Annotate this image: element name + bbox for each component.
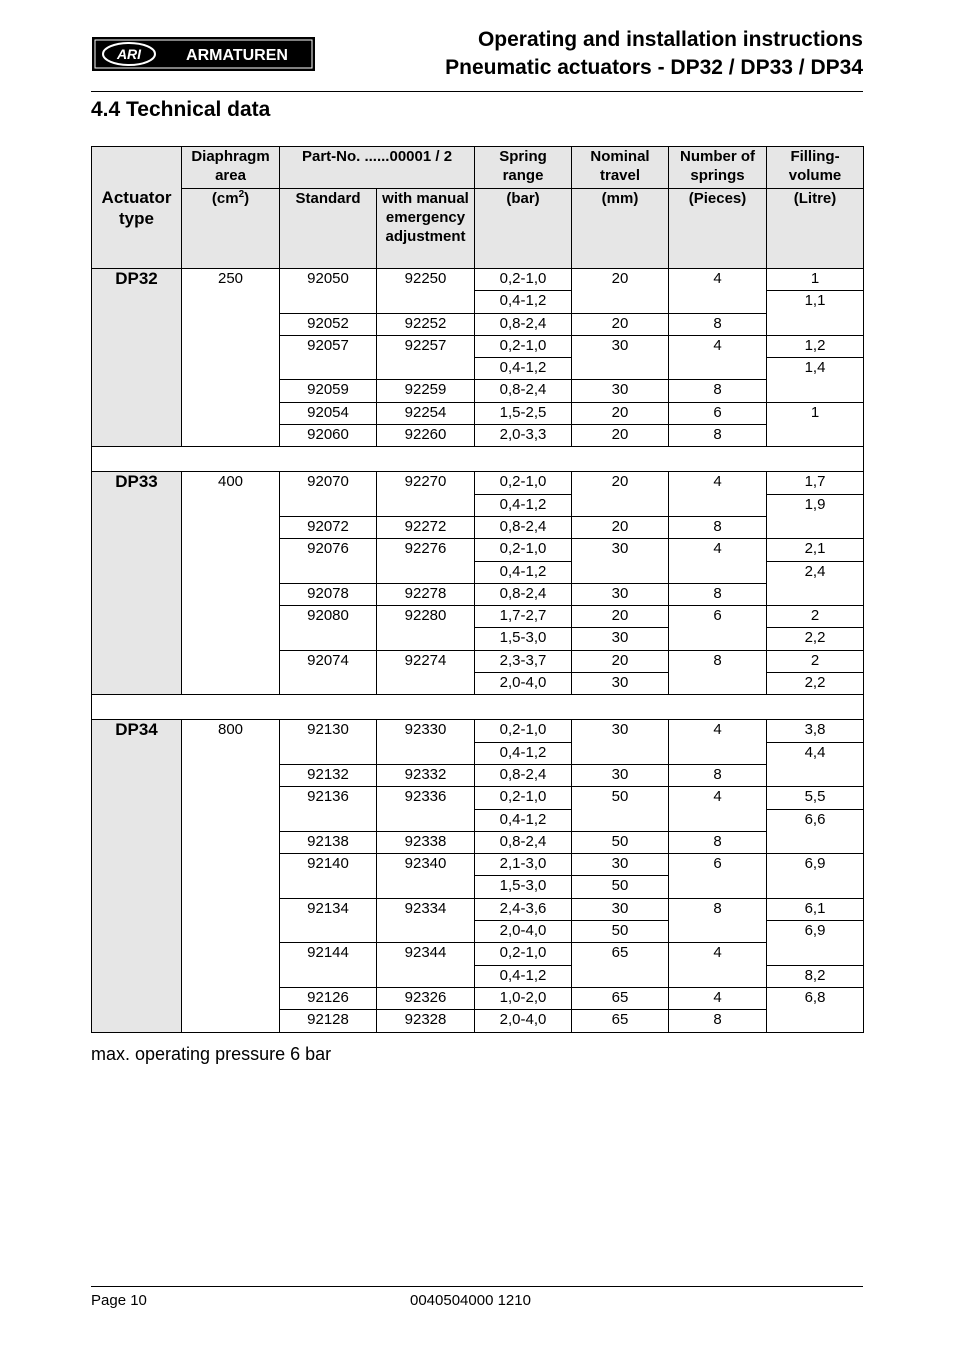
part-no-standard: 92128 <box>280 1010 377 1032</box>
spring-range: 0,2-1,0 <box>475 472 572 494</box>
part-no-manual: 92328 <box>377 1010 475 1032</box>
part-no-standard: 92134 <box>280 898 377 943</box>
filling-volume: 2 <box>767 606 864 628</box>
number-of-springs: 8 <box>669 313 767 335</box>
svg-text:ARI: ARI <box>116 46 142 62</box>
footer-divider <box>91 1286 863 1287</box>
filling-volume: 2,4 <box>767 561 864 606</box>
number-of-springs: 8 <box>669 425 767 447</box>
spring-range: 0,2-1,0 <box>475 335 572 357</box>
filling-volume: 1,7 <box>767 472 864 494</box>
diaphragm-area-cell: 800 <box>182 720 280 1032</box>
part-no-manual: 92330 <box>377 720 475 765</box>
part-no-manual: 92254 <box>377 402 475 424</box>
nominal-travel: 20 <box>572 313 669 335</box>
part-no-standard: 92076 <box>280 539 377 584</box>
spring-range: 0,4-1,2 <box>475 965 572 987</box>
spring-range: 1,7-2,7 <box>475 606 572 628</box>
svg-text:ARMATUREN: ARMATUREN <box>186 47 288 64</box>
filling-volume: 5,5 <box>767 787 864 809</box>
spring-range: 2,0-3,3 <box>475 425 572 447</box>
number-of-springs: 4 <box>669 787 767 832</box>
part-no-manual: 92270 <box>377 472 475 517</box>
group-separator <box>92 695 864 720</box>
actuator-type-cell: DP33 <box>92 472 182 695</box>
title-line-2: Pneumatic actuators - DP32 / DP33 / DP34 <box>445 56 863 79</box>
part-no-manual: 92260 <box>377 425 475 447</box>
filling-volume: 2 <box>767 650 864 672</box>
header-spring-unit: (bar) <box>475 189 572 269</box>
filling-volume: 1 <box>767 269 864 291</box>
number-of-springs: 4 <box>669 987 767 1009</box>
filling-volume: 2,2 <box>767 628 864 650</box>
table-row <box>92 472 864 494</box>
part-no-manual: 92338 <box>377 831 475 853</box>
spring-range: 2,4-3,6 <box>475 898 572 920</box>
filling-volume: 1,4 <box>767 358 864 403</box>
part-no-standard: 92132 <box>280 764 377 786</box>
part-no-standard: 92136 <box>280 787 377 832</box>
part-no-standard: 92078 <box>280 583 377 605</box>
part-no-manual: 92334 <box>377 898 475 943</box>
header-diaphragm-area: Diaphragm area <box>182 147 280 189</box>
nominal-travel: 30 <box>572 628 669 650</box>
filling-volume: 8,2 <box>767 965 864 987</box>
spring-range: 0,8-2,4 <box>475 831 572 853</box>
number-of-springs: 8 <box>669 831 767 853</box>
spring-range: 0,8-2,4 <box>475 583 572 605</box>
part-no-standard: 92140 <box>280 854 377 899</box>
spring-range: 1,5-3,0 <box>475 876 572 898</box>
group-separator <box>92 447 864 472</box>
part-no-manual: 92250 <box>377 269 475 314</box>
header-row-1 <box>92 147 864 189</box>
filling-volume: 3,8 <box>767 720 864 742</box>
nominal-travel: 20 <box>572 472 669 517</box>
part-no-standard: 92059 <box>280 380 377 402</box>
spring-range: 0,8-2,4 <box>475 380 572 402</box>
part-no-standard: 92130 <box>280 720 377 765</box>
part-no-manual: 92259 <box>377 380 475 402</box>
diaphragm-area-cell: 250 <box>182 269 280 447</box>
nominal-travel: 50 <box>572 876 669 898</box>
number-of-springs: 4 <box>669 539 767 584</box>
nominal-travel: 50 <box>572 787 669 832</box>
nominal-travel: 30 <box>572 673 669 695</box>
number-of-springs: 6 <box>669 854 767 899</box>
part-no-standard: 92057 <box>280 335 377 380</box>
header-standard: Standard <box>280 189 377 269</box>
nominal-travel: 20 <box>572 425 669 447</box>
filling-volume: 1,9 <box>767 494 864 539</box>
nominal-travel: 65 <box>572 1010 669 1032</box>
spring-range: 1,0-2,0 <box>475 987 572 1009</box>
filling-volume: 1,2 <box>767 335 864 357</box>
spring-range: 0,4-1,2 <box>475 358 572 380</box>
part-no-manual: 92257 <box>377 335 475 380</box>
spring-range: 0,4-1,2 <box>475 809 572 831</box>
header-number-of-springs: Number of springs <box>669 147 767 189</box>
filling-volume: 1 <box>767 402 864 447</box>
spring-range: 1,5-2,5 <box>475 402 572 424</box>
nominal-travel: 30 <box>572 898 669 920</box>
number-of-springs: 6 <box>669 606 767 651</box>
number-of-springs: 4 <box>669 720 767 765</box>
part-no-standard: 92070 <box>280 472 377 517</box>
number-of-springs: 8 <box>669 1010 767 1032</box>
header-spring-range: Spring range <box>475 147 572 189</box>
section-title: 4.4 Technical data <box>91 98 271 121</box>
nominal-travel: 30 <box>572 539 669 584</box>
nominal-travel: 20 <box>572 269 669 314</box>
number-of-springs: 4 <box>669 943 767 988</box>
spring-range: 0,8-2,4 <box>475 764 572 786</box>
nominal-travel: 20 <box>572 606 669 628</box>
spring-range: 2,1-3,0 <box>475 854 572 876</box>
header-nominal-travel: Nominal travel <box>572 147 669 189</box>
actuator-type-cell: DP32 <box>92 269 182 447</box>
nominal-travel: 30 <box>572 335 669 380</box>
filling-volume: 2,1 <box>767 539 864 561</box>
number-of-springs: 8 <box>669 583 767 605</box>
nominal-travel: 30 <box>572 583 669 605</box>
part-no-standard: 92050 <box>280 269 377 314</box>
part-no-manual: 92332 <box>377 764 475 786</box>
nominal-travel: 50 <box>572 831 669 853</box>
nominal-travel: 30 <box>572 854 669 876</box>
header-row-2 <box>92 189 864 269</box>
number-of-springs: 8 <box>669 764 767 786</box>
header-actuator-type: Actuator type <box>92 147 182 269</box>
spring-range: 2,0-4,0 <box>475 921 572 943</box>
part-no-manual: 92274 <box>377 650 475 695</box>
nominal-travel: 65 <box>572 943 669 988</box>
spring-range: 0,4-1,2 <box>475 561 572 583</box>
spring-range: 0,4-1,2 <box>475 291 572 313</box>
header-springs-unit: (Pieces) <box>669 189 767 269</box>
filling-volume: 6,1 <box>767 898 864 920</box>
part-no-standard: 92074 <box>280 650 377 695</box>
spring-range: 2,0-4,0 <box>475 1010 572 1032</box>
spring-range: 0,4-1,2 <box>475 494 572 516</box>
number-of-springs: 8 <box>669 898 767 943</box>
spring-range: 0,2-1,0 <box>475 539 572 561</box>
nominal-travel: 30 <box>572 720 669 765</box>
filling-volume: 1,1 <box>767 291 864 336</box>
spring-range: 2,3-3,7 <box>475 650 572 672</box>
part-no-manual: 92252 <box>377 313 475 335</box>
part-no-manual: 92276 <box>377 539 475 584</box>
part-no-standard: 92060 <box>280 425 377 447</box>
filling-volume: 4,4 <box>767 742 864 787</box>
table-row <box>92 720 864 742</box>
ari-armaturen-logo <box>91 36 316 72</box>
nominal-travel: 20 <box>572 650 669 672</box>
header-filling-unit: (Litre) <box>767 189 864 269</box>
number-of-springs: 4 <box>669 335 767 380</box>
number-of-springs: 4 <box>669 269 767 314</box>
page-number: Page 10 <box>91 1292 147 1309</box>
title-line-1: Operating and installation instructions <box>477 28 863 51</box>
part-no-standard: 92126 <box>280 987 377 1009</box>
spring-range: 1,5-3,0 <box>475 628 572 650</box>
filling-volume: 6,9 <box>767 921 864 966</box>
number-of-springs: 8 <box>669 650 767 695</box>
spring-range: 0,2-1,0 <box>475 943 572 965</box>
filling-volume: 6,8 <box>767 987 864 1032</box>
part-no-manual: 92278 <box>377 583 475 605</box>
spring-range: 0,2-1,0 <box>475 720 572 742</box>
header-manual-emergency: with manual emergency adjustment <box>377 189 475 269</box>
part-no-manual: 92336 <box>377 787 475 832</box>
part-no-standard: 92072 <box>280 516 377 538</box>
number-of-springs: 8 <box>669 516 767 538</box>
number-of-springs: 6 <box>669 402 767 424</box>
diaphragm-area-cell: 400 <box>182 472 280 695</box>
part-no-manual: 92280 <box>377 606 475 651</box>
number-of-springs: 4 <box>669 472 767 517</box>
nominal-travel: 30 <box>572 764 669 786</box>
header-divider <box>91 91 863 92</box>
header-part-no: Part-No. ......00001 / 2 <box>280 147 475 189</box>
spring-range: 0,8-2,4 <box>475 516 572 538</box>
header-filling-volume: Filling-volume <box>767 147 864 189</box>
part-no-standard: 92052 <box>280 313 377 335</box>
part-no-standard: 92080 <box>280 606 377 651</box>
part-no-standard: 92138 <box>280 831 377 853</box>
actuator-type-cell: DP34 <box>92 720 182 1032</box>
nominal-travel: 20 <box>572 516 669 538</box>
table-row <box>92 269 864 291</box>
spring-range: 0,2-1,0 <box>475 787 572 809</box>
pressure-note: max. operating pressure 6 bar <box>91 1044 332 1064</box>
filling-volume: 6,9 <box>767 854 864 899</box>
spring-range: 0,4-1,2 <box>475 742 572 764</box>
header-travel-unit: (mm) <box>572 189 669 269</box>
part-no-manual: 92340 <box>377 854 475 899</box>
technical-data-table <box>91 146 864 1033</box>
spring-range: 0,2-1,0 <box>475 269 572 291</box>
document-title <box>445 26 863 82</box>
nominal-travel: 65 <box>572 987 669 1009</box>
part-no-manual: 92344 <box>377 943 475 988</box>
part-no-standard: 92144 <box>280 943 377 988</box>
filling-volume: 6,6 <box>767 809 864 854</box>
document-number: 0040504000 1210 <box>410 1292 531 1309</box>
spring-range: 0,8-2,4 <box>475 313 572 335</box>
nominal-travel: 20 <box>572 402 669 424</box>
filling-volume: 2,2 <box>767 673 864 695</box>
part-no-standard: 92054 <box>280 402 377 424</box>
part-no-manual: 92326 <box>377 987 475 1009</box>
number-of-springs: 8 <box>669 380 767 402</box>
nominal-travel: 30 <box>572 380 669 402</box>
nominal-travel: 50 <box>572 921 669 943</box>
part-no-manual: 92272 <box>377 516 475 538</box>
spring-range: 2,0-4,0 <box>475 673 572 695</box>
header-diaphragm-unit: $(cm^2)$ <box>182 189 280 269</box>
